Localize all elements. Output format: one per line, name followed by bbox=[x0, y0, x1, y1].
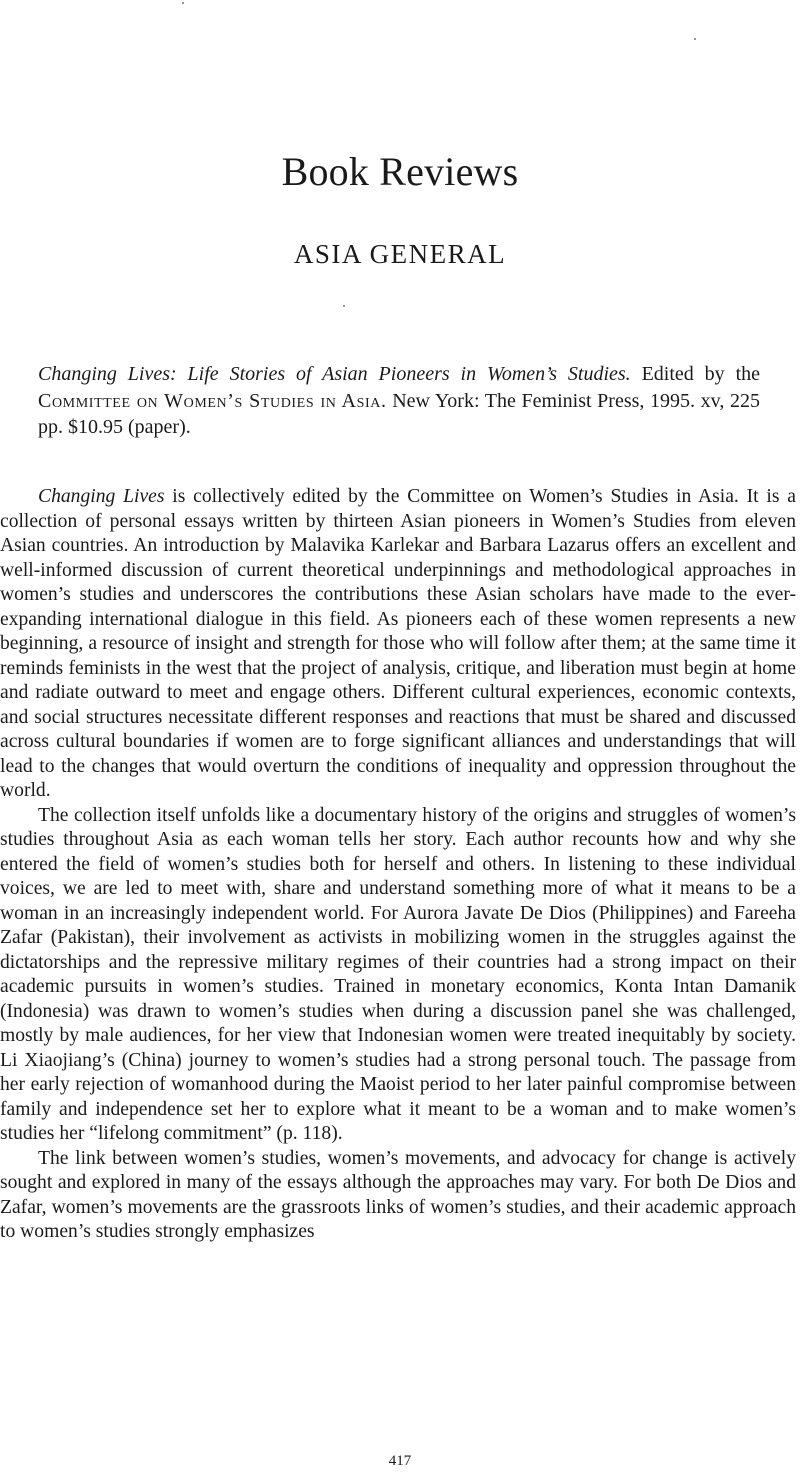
paragraph-text: The link between women’s studies, women’s movements, and advocacy for change is actively sought and explored in many of the essays although the approaches may vary. For both De Dios and Zafar, women’s movements are the grassroots links of women’s studies, and their academic approach to women’s studies strongly emphasizes bbox=[0, 1147, 796, 1242]
page-title: Book Reviews bbox=[281, 149, 519, 194]
book-citation bbox=[38, 361, 760, 441]
paragraph-2 bbox=[0, 804, 796, 1147]
paragraph-text: is collectively edited by the Committee on Women’s Studies in Asia. It is a collection of personal essays written by thirteen Asian pioneers in Women’s Studies from eleven Asian countries. An introduction by Malavika Karlekar and Barbara Lazarus offers an excellent and well-informed discussion of current theoretical underpinnings and methodological approaches in women’s studies and underscores the contributions these Asian scholars have made to the ever-expanding international dialogue in this field. As pioneers each of these women represents a new beginning, a resource of insight and strength for those who will follow after them; at the same time it reminds feminists in the west that the project of analysis, critique, and liberation must begin at home and radiate outward to meet and engage others. Different cultural experiences, economic contexts, and social structures necessitate different responses and reactions that must be shared and discussed across cultural boundaries if women are to forge significant alliances and understandings that will lead to the changes that would overturn the conditions of inequality and oppression throughout the world. bbox=[0, 486, 796, 801]
paragraph-text: The collection itself unfolds like a documentary history of the origins and struggles of women’s studies throughout Asia as each woman tells her story. Each author recounts how and why she entered the field of women’s studies both for herself and others. In listening to these individual voices, we are led to meet with, share and understand something more of what it means to be a woman in an increasingly independent world. For Aurora Javate De Dios (Philippines) and Fareeha Zafar (Pakistan), their involvement as activists in mobilizing women in the struggles against the dictatorships and the repressive military regimes of their countries had a strong impact on their academic pursuits in women’s studies. Trained in monetary economics, Konta Intan Damanik (Indonesia) was drawn to women’s studies when during a discussion panel she was challenged, mostly by male audiences, for her view that Indonesian women were treated inequitably by society. Li Xiaojiang’s (China) journey to women’s studies had a strong personal touch. The passage from her early rejection of womanhood during the Maoist period to her later painful compromise between family and independence set her to explore what it meant to be a woman and to make women’s studies her “lifelong commitment” (p. 118). bbox=[0, 804, 796, 1144]
review-body bbox=[0, 485, 796, 1245]
paragraph-3 bbox=[0, 1147, 796, 1245]
section-heading: ASIA GENERAL bbox=[293, 239, 507, 269]
page-number: 417 bbox=[388, 1453, 412, 1469]
speck bbox=[694, 38, 696, 40]
edited-by-label: Edited by the bbox=[641, 363, 761, 385]
paragraph-1 bbox=[0, 485, 796, 804]
book-title: Changing Lives: Life Stories of Asian Pioneers in Women’s Studies. bbox=[38, 363, 631, 385]
inline-book-title: Changing Lives bbox=[38, 486, 165, 507]
speck bbox=[182, 2, 184, 4]
speck bbox=[343, 305, 345, 307]
publication-info: New York: The Feminist Press, 1995. xv, 225 pp. $10.95 (paper). bbox=[38, 389, 760, 438]
editor-name: Committee on Women’s Studies in Asia. bbox=[38, 389, 387, 412]
